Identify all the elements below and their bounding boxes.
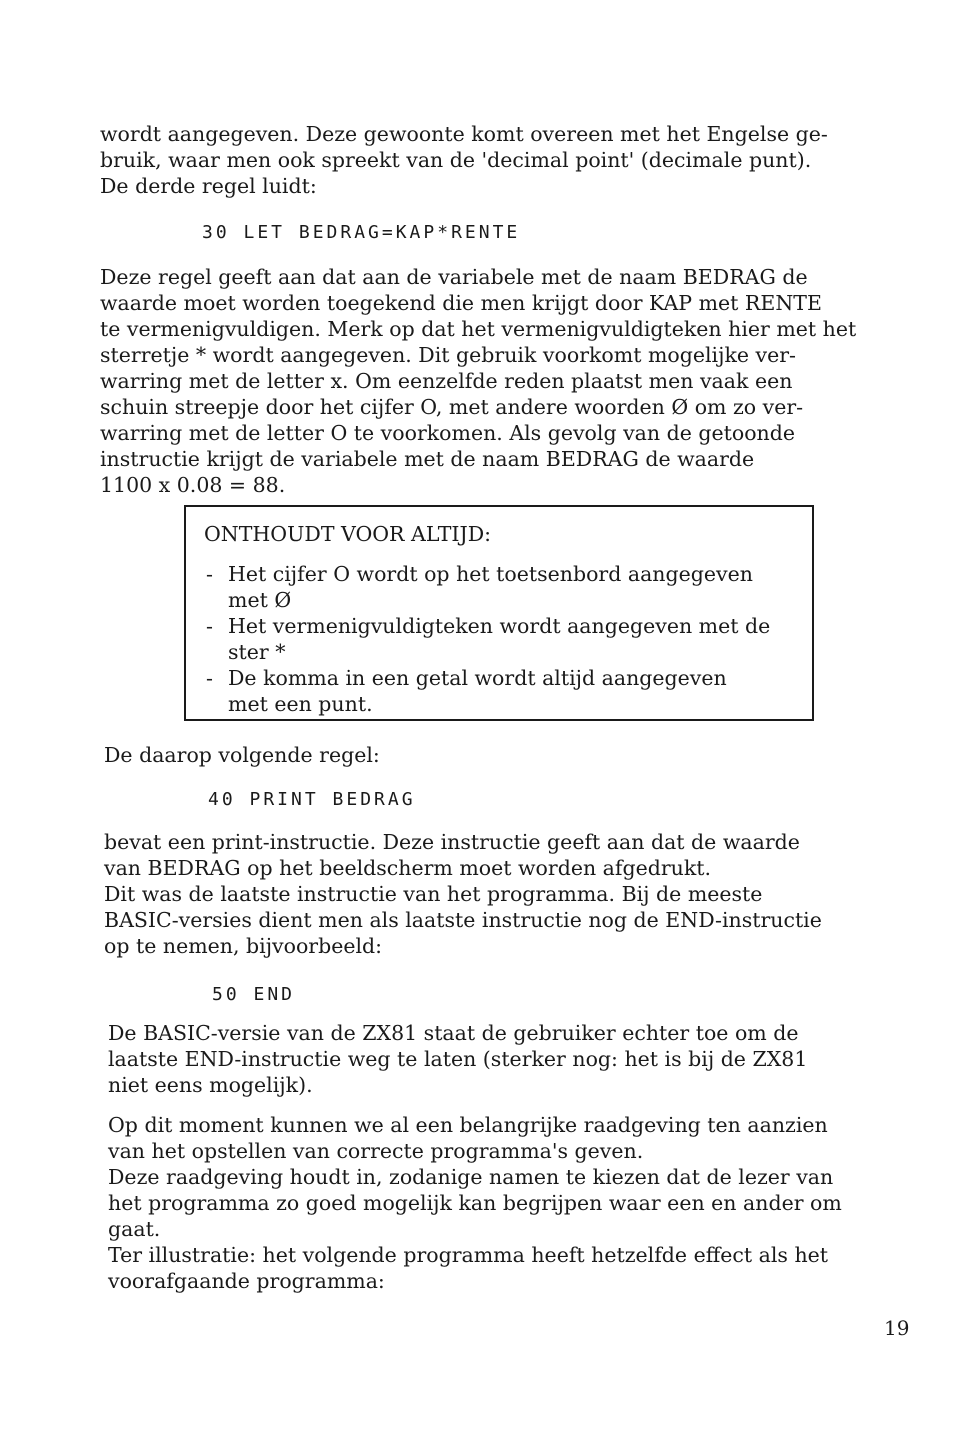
text-line: op te nemen, bijvoorbeeld: xyxy=(104,934,383,958)
text-line: met Ø xyxy=(228,588,292,612)
note-box-title: ONTHOUDT VOOR ALTIJD: xyxy=(204,522,492,546)
text-line: voorafgaande programma: xyxy=(108,1269,385,1293)
text-line: warring met de letter x. Om eenzelfde reden plaatst men vaak een xyxy=(100,369,793,393)
text-line: bevat een print-instructie. Deze instructie geeft aan dat de waarde xyxy=(104,830,800,854)
text-line: 1100 x 0.08 = 88. xyxy=(100,473,286,497)
text-line: - Het cijfer O wordt op het toetsenbord aangegeven xyxy=(228,562,753,586)
text-line: schuin streepje door het cijfer O, met andere woorden Ø om zo ver- xyxy=(100,395,804,419)
text-line: wordt aangegeven. Deze gewoonte komt overeen met het Engelse ge- xyxy=(100,122,828,146)
text-line: met een punt. xyxy=(228,692,373,716)
note-item xyxy=(204,613,798,665)
text-line: De derde regel luidt: xyxy=(100,174,317,198)
text-line: niet eens mogelijk). xyxy=(108,1073,313,1097)
paragraph-decimal-point xyxy=(100,121,908,199)
text-line: waarde moet worden toegekend die men krijgt door KAP met RENTE xyxy=(100,291,822,315)
text-line: ster * xyxy=(228,640,286,664)
text-line: Ter illustratie: het volgende programma heeft hetzelfde effect als het xyxy=(108,1243,829,1267)
paragraph-advice xyxy=(108,1112,916,1294)
text-line: warring met de letter O te voorkomen. Als gevolg van de getoonde xyxy=(100,421,796,445)
text-line: van BEDRAG op het beeldscherm moet worden afgedrukt. xyxy=(104,856,712,880)
text-line: instructie krijgt de variabele met de naam BEDRAG de waarde xyxy=(100,447,755,471)
text-line: - Het vermenigvuldigteken wordt aangegeven met de xyxy=(228,614,771,638)
page-number: 19 xyxy=(884,1316,910,1340)
note-item xyxy=(204,561,798,613)
text-line: gaat. xyxy=(108,1217,161,1241)
paragraph-next-line xyxy=(104,742,912,768)
paragraph-print-instruction xyxy=(104,829,912,959)
paragraph-multiplication xyxy=(100,264,908,498)
paragraph-zx81 xyxy=(108,1020,916,1098)
text-line: Deze regel geeft aan dat aan de variabele met de naam BEDRAG de xyxy=(100,265,808,289)
text-line: Dit was de laatste instructie van het programma. Bij de meeste xyxy=(104,882,763,906)
note-box xyxy=(184,505,814,721)
text-line: laatste END-instructie weg te laten (sterker nog: het is bij de ZX81 xyxy=(108,1047,808,1071)
text-line: bruik, waar men ook spreekt van de 'decimal point' (decimale punt). xyxy=(100,148,812,172)
text-line: De daarop volgende regel: xyxy=(104,743,380,767)
text-line: van het opstellen van correcte programma's geven. xyxy=(108,1139,644,1163)
code-line-40: 40 PRINT BEDRAG xyxy=(208,789,416,810)
note-item xyxy=(204,665,798,717)
code-line-30: 30 LET BEDRAG=KAP*RENTE xyxy=(202,222,521,243)
text-line: het programma zo goed mogelijk kan begrijpen waar een en ander om xyxy=(108,1191,842,1215)
text-line: De BASIC-versie van de ZX81 staat de gebruiker echter toe om de xyxy=(108,1021,799,1045)
text-line: sterretje * wordt aangegeven. Dit gebruik voorkomt mogelijke ver- xyxy=(100,343,796,367)
text-line: BASIC-versies dient men als laatste instructie nog de END-instructie xyxy=(104,908,822,932)
text-line: - De komma in een getal wordt altijd aangegeven xyxy=(228,666,727,690)
note-list xyxy=(204,561,798,717)
text-line: te vermenigvuldigen. Merk op dat het vermenigvuldigteken hier met het xyxy=(100,317,857,341)
text-line: Deze raadgeving houdt in, zodanige namen te kiezen dat de lezer van xyxy=(108,1165,834,1189)
text-line: Op dit moment kunnen we al een belangrijke raadgeving ten aanzien xyxy=(108,1113,828,1137)
code-line-50: 50 END xyxy=(212,984,296,1005)
